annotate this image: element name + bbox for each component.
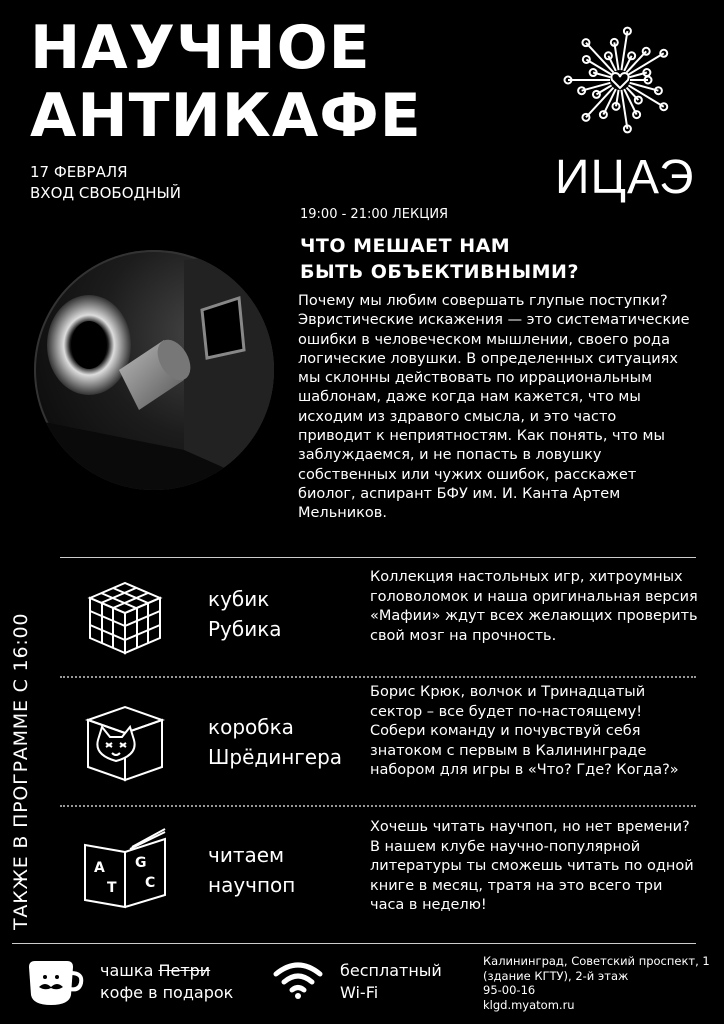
poster-title: [30, 14, 422, 150]
item-name-line-2: научпоп: [208, 873, 296, 897]
item-description-rubik: Коллекция настольных игр, хитроумных головоломок и наша оригинальная версия «Мафии» ждут всех желающих проверить свой мозг на прочность.: [370, 569, 698, 644]
website-link[interactable]: klgd.myatom.ru: [483, 997, 575, 1012]
item-name-line-1: читаем: [208, 843, 285, 867]
svg-text:A: A: [94, 860, 105, 876]
illusion-sphere-image: [34, 250, 274, 490]
event-date: 17 ФЕВРАЛЯ: [30, 163, 128, 181]
item-name-line-2: Шрёдингера: [208, 745, 343, 769]
lecture-description: Почему мы любим совершать глупые поступки? Эвристические искажения — это систематические ошибки в человеческом мышлении, своего рода логические ловушки. В определенных ситуациях мы склонны действовать по иррациональным шаблонам, даже когда нам кажется, что мы исходим из здравого смысла, и это часто приводит к неприятностям. Как понять, что мы заблуждаемся, и не попасть в ловушку собственных или чужих ошибок, расскажет биолог, аспирант БФУ им. И. Канта Артем Мельников.: [298, 293, 690, 522]
coffee-line-2: кофе в подарок: [100, 983, 234, 1002]
coffee-cup-icon: [25, 955, 85, 1010]
item-divider-1: [60, 676, 696, 678]
svg-text:C: C: [145, 875, 156, 891]
logo-text: ИЦАЭ: [555, 151, 695, 204]
item-name-line-2: Рубика: [208, 617, 282, 641]
title-line-1: НАУЧНОЕ: [30, 13, 371, 83]
sphere-illustration: [34, 250, 274, 490]
svg-text:G: G: [135, 855, 147, 871]
free-coffee-text: [100, 960, 233, 1004]
item-name-rubik: [208, 584, 282, 644]
rubiks-cube-icon: [80, 568, 170, 658]
wifi-icon: [272, 960, 324, 1000]
lecture-title-line-2: БЫТЬ ОБЪЕКТИВНЫМИ?: [300, 261, 579, 283]
item-name-line-1: кубик: [208, 587, 270, 611]
program-side-label: ТАКЖЕ В ПРОГРАММЕ С 16:00: [10, 612, 32, 930]
entry-info: ВХОД СВОБОДНЫЙ: [30, 184, 181, 202]
title-line-2: АНТИКАФЕ: [30, 81, 422, 151]
wifi-line-1: бесплатный: [340, 961, 442, 980]
item-name-popsci: [208, 840, 295, 900]
lecture-title-line-1: ЧТО МЕШАЕТ НАМ: [300, 235, 511, 257]
item-name-line-1: коробка: [208, 715, 294, 739]
dandelion-atom-icon: [560, 10, 680, 150]
book-dna-icon: [80, 827, 170, 917]
address-line-2: (здание КГТУ), 2-й этаж: [483, 968, 629, 983]
lecture-title: [300, 233, 579, 285]
section-divider: [60, 557, 696, 558]
phone-number: 95-00-16: [483, 983, 536, 997]
lecture-time: 19:00 - 21:00 ЛЕКЦИЯ: [300, 207, 449, 222]
schrodinger-cat-box-icon: [80, 695, 170, 785]
item-description-schrodinger: Борис Крюк, волчок и Тринадцатый сектор – все будет по-настоящему! Собери команду и почувствуй себя знатоком с первым в Калининграде набором для игры в «Что? Где? Когда?»: [370, 684, 679, 779]
item-description-popsci: Хочешь читать научпоп, но нет времени? В нашем клубе научно-популярной литературы ты сможешь читать по одной книге в месяц, тратя на это всего три часа в неделю!: [370, 819, 694, 914]
event-date-block: [30, 162, 181, 204]
svg-text:T: T: [107, 880, 117, 896]
address-line-1: Калининград, Советский проспект, 1: [483, 954, 710, 968]
free-wifi-text: [340, 960, 442, 1004]
item-divider-2: [60, 805, 696, 807]
item-name-schrodinger: [208, 712, 342, 772]
footer-divider: [12, 943, 696, 944]
address-block: [483, 954, 710, 1012]
wifi-line-2: Wi-Fi: [340, 983, 379, 1002]
coffee-line-prefix: чашка: [100, 961, 159, 980]
coffee-struck-word: Петри: [158, 961, 211, 980]
